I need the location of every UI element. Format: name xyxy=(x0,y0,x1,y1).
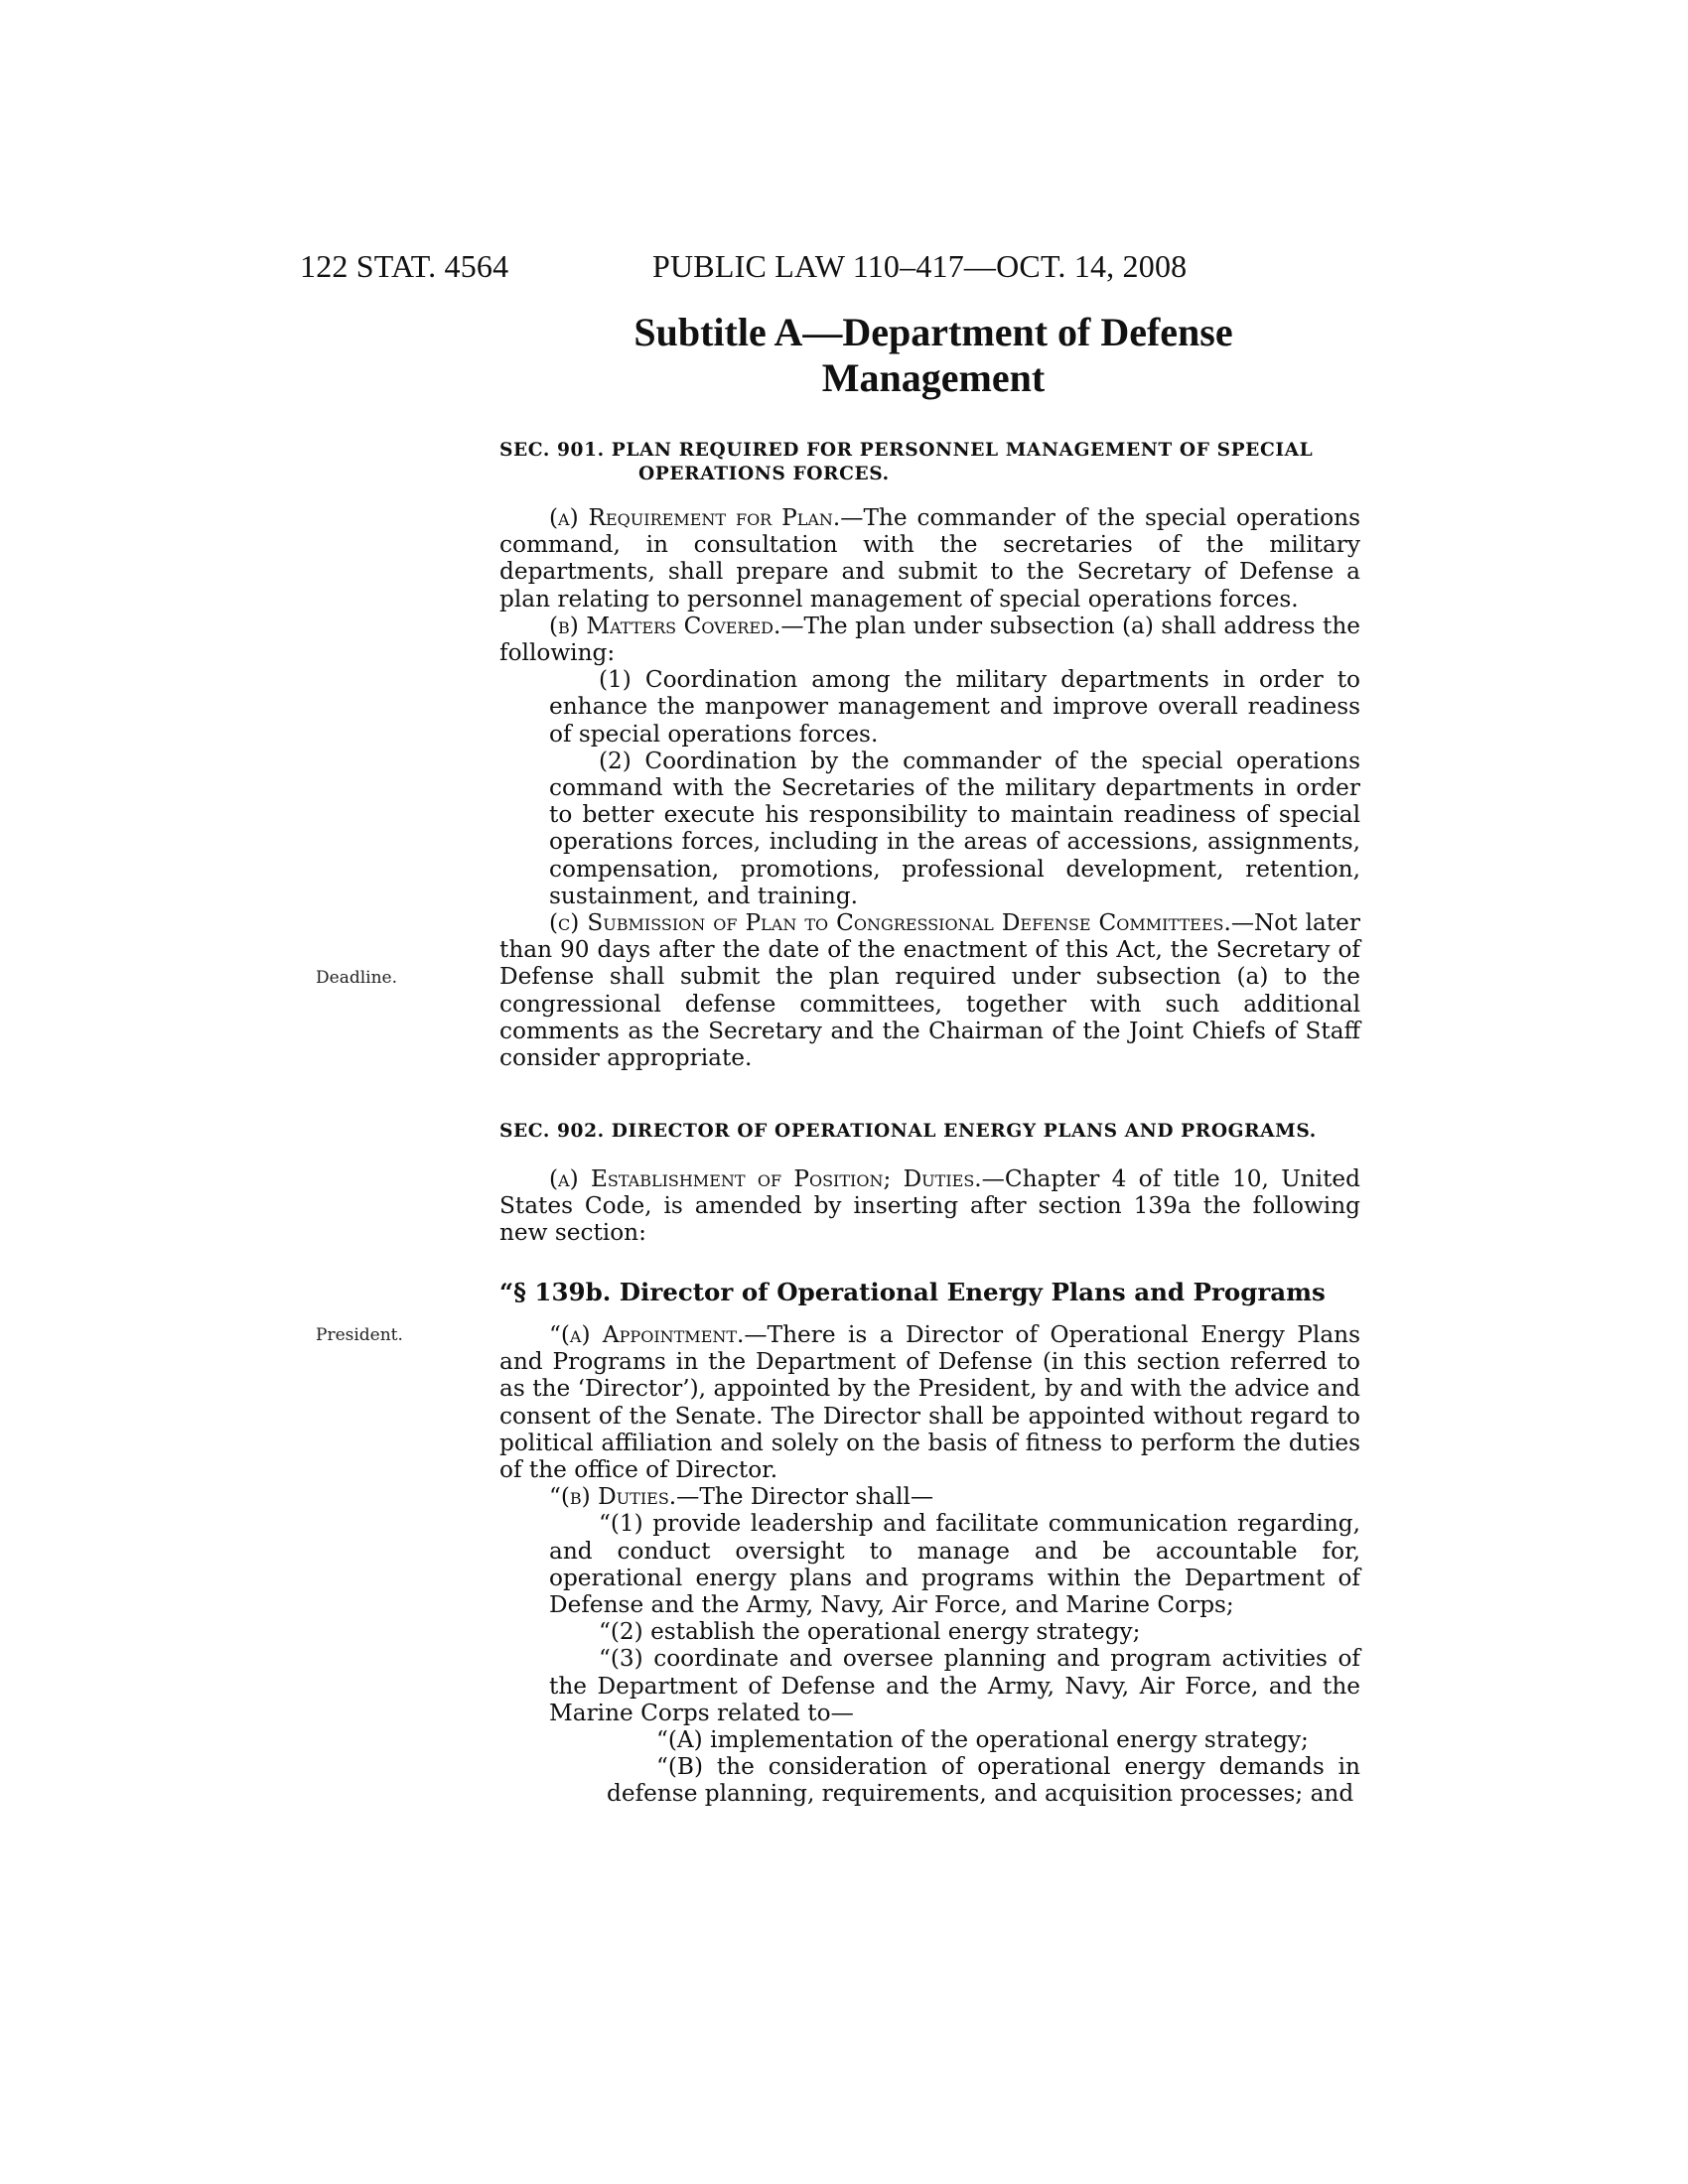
subtitle-line-1: Subtitle A—Department of Defense xyxy=(633,310,1233,354)
section-901-c-label: (c) Submission of Plan to Congressional Defense Committees. xyxy=(549,909,1231,937)
public-law-citation: PUBLIC LAW 110–417—OCT. 14, 2008 xyxy=(652,248,1188,284)
section-139b-b-3-A: “(A) implementation of the operational energy strategy; xyxy=(656,1726,1309,1754)
section-139b-b-text: —The Director shall— xyxy=(676,1483,934,1511)
running-head xyxy=(0,248,1688,288)
section-901-b xyxy=(499,613,1360,666)
section-901-a-text: —The commander of the special operations command, in consultation with the secretaries of the military departments, shall prepare and submit to the Secretary of Defense a plan relating to personnel management of special operations forces. xyxy=(499,504,1360,613)
subtitle-heading xyxy=(536,310,1331,401)
section-139b-b xyxy=(499,1483,1360,1510)
section-901-a xyxy=(499,504,1360,613)
section-139b xyxy=(499,1278,1360,1808)
section-902-a-text: —Chapter 4 of title 10, United States Code, is amended by inserting after section 139a the following new section: xyxy=(499,1165,1360,1247)
section-902-a xyxy=(499,1165,1360,1247)
section-902-a-label: (a) Establishment of Position; Duties. xyxy=(549,1165,982,1192)
subtitle-line-2: Management xyxy=(821,355,1046,400)
section-139b-a-text: —There is a Director of Operational Energy Plans and Programs in the Department of Defense (in this section referred to as the ‘Director’), appointed by the President, by and with the advice and consent of the Senate. The Director shall be appointed without regard to political affiliation and solely on the basis of fitness to perform the duties of the office of Director. xyxy=(499,1321,1360,1484)
section-139b-b-2: “(2) establish the operational energy strategy; xyxy=(599,1618,1141,1646)
section-901-c xyxy=(499,909,1360,1071)
section-139b-b-1: “(1) provide leadership and facilitate communication regarding, and conduct oversight to manage and be accountable for, operational energy plans and programs within the Department of Defense and the Army, Navy, Air Force, and Marine Corps; xyxy=(549,1510,1360,1619)
section-139b-b-3-B: “(B) the consideration of operational energy demands in defense planning, requirements, and acquisition processes; and xyxy=(607,1753,1360,1808)
margin-note-deadline: Deadline. xyxy=(316,968,397,988)
section-901-c-text: —Not later than 90 days after the date of the enactment of this Act, the Secretary of Defense shall submit the plan required under subsection (a) to the congressional defense committees, together with such additional comments as the Secretary and the Chairman of the Joint Chiefs of Staff consider appropriate. xyxy=(499,909,1360,1072)
section-901-heading: SEC. 901. PLAN REQUIRED FOR PERSONNEL MANAGEMENT OF SPECIAL OPERATIONS FORCES. xyxy=(499,440,1314,484)
section-139b-heading: “§ 139b. Director of Operational Energy Plans and Programs xyxy=(499,1278,1326,1306)
section-901-b-1: (1) Coordination among the military departments in order to enhance the manpower management and improve overall readiness of special operations forces. xyxy=(549,666,1360,748)
section-902 xyxy=(499,1120,1360,1247)
section-139b-a xyxy=(499,1321,1360,1483)
section-901-b-label: (b) Matters Covered. xyxy=(549,612,781,639)
stat-citation: 122 STAT. 4564 xyxy=(300,248,509,284)
section-139b-b-label: “(b) Duties. xyxy=(549,1483,677,1511)
section-902-heading: SEC. 902. DIRECTOR OF OPERATIONAL ENERGY PLANS AND PROGRAMS. xyxy=(499,1121,1317,1142)
section-901-b-2: (2) Coordination by the commander of the special operations command with the Secretaries of the military departments in order to better execute his responsibility to maintain readiness of special operations forces, including in the areas of accessions, assignments, compensation, promotions, professional development, retention, sustainment, and training. xyxy=(549,747,1360,909)
margin-note-president: President. xyxy=(316,1325,403,1345)
section-139b-b-3: “(3) coordinate and oversee planning and program activities of the Department of Defense and the Army, Navy, Air Force, and the Marine Corps related to— xyxy=(549,1645,1360,1726)
section-139b-a-label: “(a) Appointment. xyxy=(549,1321,745,1348)
section-901-b-text: —The plan under subsection (a) shall address the following: xyxy=(499,612,1360,667)
section-901-a-label: (a) Requirement for Plan. xyxy=(549,504,841,531)
section-901 xyxy=(499,439,1360,1071)
